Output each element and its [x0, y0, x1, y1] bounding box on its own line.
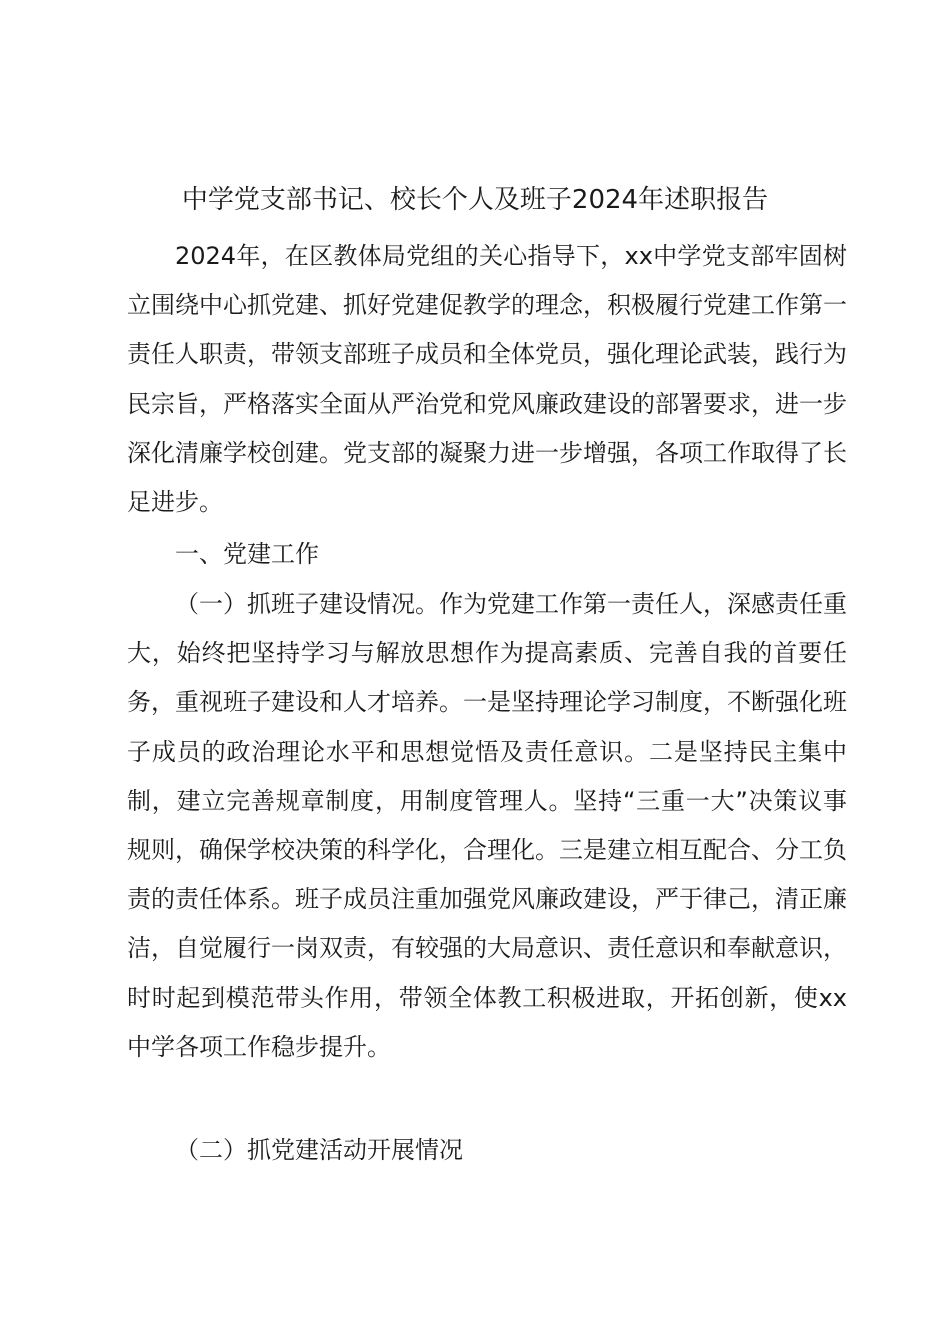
subsection-heading-activities: （二）抓党建活动开展情况 — [175, 1136, 463, 1164]
document-title: 中学党支部书记、校长个人及班子2024年述职报告 — [181, 185, 769, 215]
intro-paragraph: 2024年，在区教体局党组的关心指导下，xx中学党支部牢固树立围绕中心抓党建、抓好党建促教学的理念，积极履行党建工作第一责任人职责，带领支部班子成员和全体党员，强化理论武装，践行为民宗旨，严格落实全面从严治党和党风廉政建设的部署要求，进一步深化清廉学校创建。党支部的凝聚力进一步增强，各项工作取得了长足进步。 — [127, 242, 847, 517]
subsection-team-building-paragraph: （一）抓班子建设情况。作为党建工作第一责任人，深感责任重大，始终把坚持学习与解放思想作为提高素质、完善自我的首要任务，重视班子建设和人才培养。一是坚持理论学习制度，不断强化班子成员的政治理论水平和思想觉悟及责任意识。二是坚持民主集中制，建立完善规章制度，用制度管理人。坚持“三重一大”决策议事规则，确保学校决策的科学化，合理化。三是建立相互配合、分工负责的责任体系。班子成员注重加强党风廉政建设，严于律己，清正廉洁，自觉履行一岗双责，有较强的大局意识、责任意识和奉献意识，时时起到模范带头作用，带领全体教工积极进取，开拓创新，使xx中学各项工作稳步提升。 — [127, 590, 847, 1061]
section-heading-party-building: 一、党建工作 — [175, 540, 319, 568]
